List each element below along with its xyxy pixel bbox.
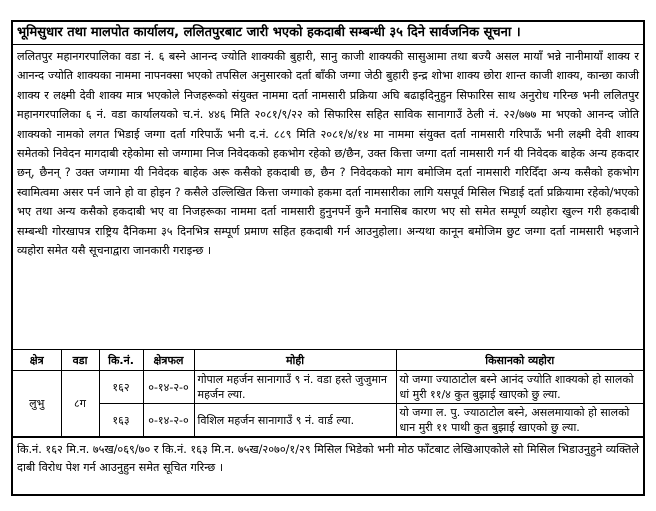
header-ward: वडा [61,350,99,371]
notice-body: ललितपुर महानगरपालिका वडा नं. ६ बस्ने आनन्द ज्योति शाक्यकी बुहारी, सानु काजी शाक्यकी सासुआमा तथा बज्यै असल मायाँ भन्ने नानीमायाँ शाक्य र आनन्द ज्योति शाक्यका नाममा नापनक्सा भएको तपसिल अनुसारको दर्ता बाँकी जग्गा जेठी बुहारी इन्द्र शोभा शाक्य छोरा शान्त काजी शाक्य, कान्छा काजी शाक्य र लक्ष्मी देवी शाक्य मात्र भएकोले निजहरूको संयुक्त नाममा दर्ता नामसारी प्रक्रिया अघि बढाइदिनुहुन सिफारिस साथ अनुरोध गरिन्छ भनी ललितपुर महानगरपालिका ६ नं. वडा कार्यालयको च.नं. ४४६ मिति २०८१/९/२२ को सिफारिस सहित साविक सानागाउँ ठेली नं. २२/७७७ मा भएको आनन्द जोति शाक्यको नामको लगत भिडाई जग्गा दर्ता गरिपाऊँ भनी द.नं. ८८९ मिति २०८१/४/१४ मा नाममा संयुक्त दर्ता नामसारी गरिपाऊँ भनी लक्ष्मी देवी शाक्य समेतको निवेदन मागदाबी रहेकोमा सो जग्गामा निज निवेदकको हकभोग रहेको छ/छैन, उक्त कित्ता जग्गा दर्ता नामसारी गर्न यी निवेदक बाहेक अन्य हकदार छन्, छैनन् ? उक्त जग्गामा यी निवेदक बाहेक अरू कसैको हकदाबी छ, छैन ? निवेदकको माग बमोजिम दर्ता नामसारी गरिदिँदा अन्य कसैको हकभोग स्वामित्वमा असर पर्न जाने हो वा होइन ? कसैले उल्लिखित कित्ता जग्गाको हकमा दर्ता नामसारीका लागि यसपूर्व मिसिल भिडाई दर्ता प्रक्रियामा रहेको/भएको भए तथा अन्य कसैको हकदाबी भए वा निजहरूका नाममा दर्ता नामसारी हुनुनपर्ने कुनै मनासिब कारण भए सो समेत सम्पूर्ण व्यहोरा खुल्न गरी हकदाबी सम्बन्धी गोरखापत्र राष्ट्रिय दैनिकमा ३५ दिनभित्र सम्पूर्ण प्रमाण सहित हकदाबी गर्न आउनुहोला। अन्यथा कानून बमोजिम छुट जग्गा दर्ता नामसारी भइजाने व्यहोरा समेत यसै सूचनाद्वारा जानकारी गराइन्छ । [13,45,643,350]
header-kitta: कि.नं. [99,350,143,371]
table-row [13,371,643,404]
cell-tenant: विशिल महर्जन सानागाउँ ९ नं. वार्ड ल्या. [194,404,396,437]
cell-ward: ८ग [61,371,99,437]
header-farmer-remark: किसानको व्यहोरा [396,350,643,371]
cell-kitta: १६३ [99,404,143,437]
table-row [13,404,643,437]
notice-footer: कि.नं. १६२ मि.न. ७५ख/०६९/७० र कि.नं. १६३ मि.न. ७५ख/२०७०/१/२९ मिसिल भिडेको भनी मोठ फाँटबाट लेखिआएकोले सो मिसिल भिडाउनुहुने व्यक्तिले दाबी विरोध पेश गर्न आउनुहुन समेत सूचित गरिन्छ । [13,437,643,480]
public-notice [11,20,645,496]
cell-remark: यो जग्गा ल. पु. ज्याठाटोल बस्ने, असलमायाको हो सालको धान मुरी ११ पाथी कुत बुझाई खाएको छु ल्या. [396,404,643,437]
header-area: क्षेत्र [13,350,61,371]
land-details-table [13,350,643,437]
notice-title: भूमिसुधार तथा मालपोत कार्यालय, ललितपुरबाट जारी भएको हकदाबी सम्बन्धी ३५ दिने सार्वजनिक सूचना । [13,22,643,45]
cell-area: लुभु [13,371,61,437]
cell-size: ०-१४-२-० [143,371,194,404]
cell-remark: यो जग्गा ज्याठाटोल बस्ने आनंद ज्योति शाक्यको हो सालको धां मुरी ११/४ कुत बुझाई खाएको छु ल्या. [396,371,643,404]
cell-kitta: १६२ [99,371,143,404]
header-tenant: मोही [194,350,396,371]
cell-size: ०-१४-२-० [143,404,194,437]
table-header-row [13,350,643,371]
header-size: क्षेत्रफल [143,350,194,371]
cell-tenant: गोपाल महर्जन सानागाउँ ९ नं. वडा हस्ते जुजुमान महर्जन ल्या. [194,371,396,404]
